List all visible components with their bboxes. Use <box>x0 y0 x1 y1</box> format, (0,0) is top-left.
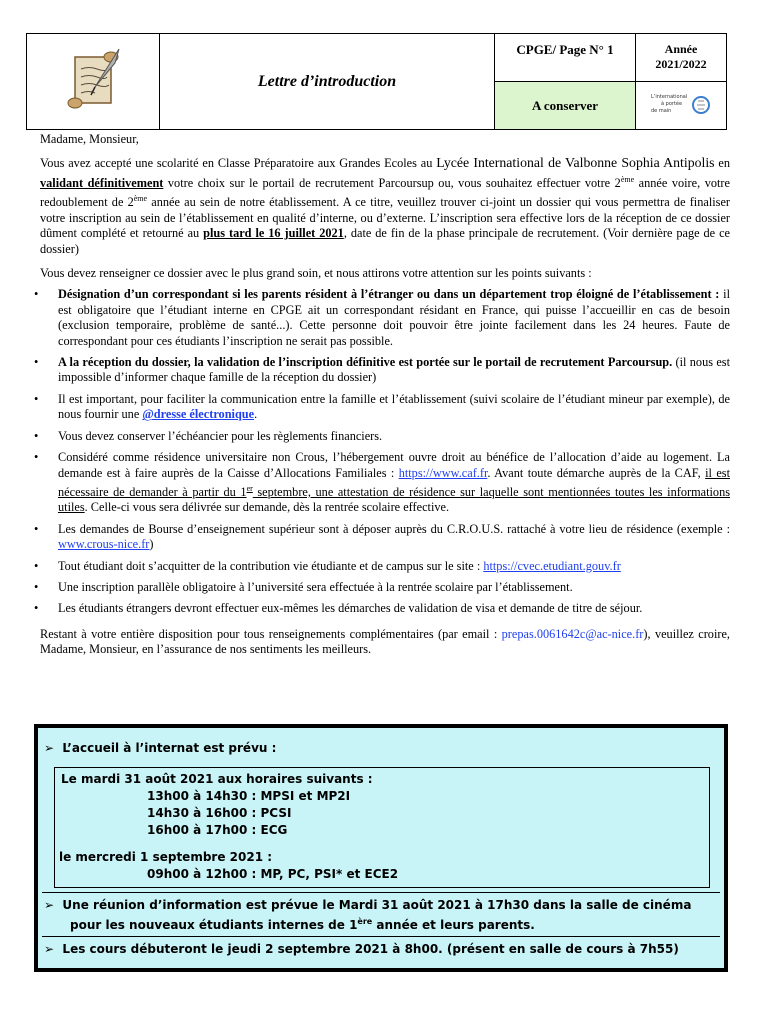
list-item <box>34 601 730 616</box>
bullet-icon: • <box>34 287 39 302</box>
bullet-icon: • <box>34 558 39 573</box>
annee-label: Année <box>664 42 698 56</box>
bullet-icon: • <box>34 580 39 595</box>
international-logo <box>651 91 711 121</box>
list-item <box>34 391 730 423</box>
arrow-icon: ➢ <box>44 741 55 755</box>
bullet-text: . Celle-ci vous sera délivrée sur demande, dès la rentrée scolaire effective. <box>84 500 450 515</box>
instructions: Vous devez renseigner ce dossier avec le plus grand soin, et nous attirons votre attention sur les points suivants : <box>40 266 592 281</box>
annee-value: 2021/2022 <box>655 57 707 71</box>
schedule-slot: 13h00 à 14h30 : MPSI et MP2I <box>147 789 351 803</box>
bullet-text: . Avant toute démarche auprès de la CAF, <box>487 465 706 480</box>
list-item <box>34 428 730 444</box>
mercredi-line: le mercredi 1 septembre 2021 : <box>59 850 273 864</box>
superscript: ème <box>620 174 635 184</box>
circle-logo-icon <box>691 93 711 117</box>
list-item <box>34 558 730 574</box>
bullet-text: Vous devez conserver l’échéancier pour les règlements financiers. <box>58 428 383 443</box>
intro-text: votre choix sur le portail de recrutement Parcoursup ou, vous souhaitez effectuer votre 2 <box>163 175 621 190</box>
schedule-slot: 14h30 à 16h00 : PCSI <box>147 806 292 820</box>
closing-paragraph <box>40 627 730 658</box>
bullet-text: Les demandes de Bourse d’enseignement supérieur sont à déposer auprès du C.R.O.U.S. rattaché à votre lieu de résidence (exemple : <box>58 521 730 536</box>
bullet-text: . <box>254 407 258 422</box>
validant-definitivement: validant définitivement <box>40 175 164 190</box>
accueil-heading: L’accueil à l’internat est prévu : <box>62 741 277 755</box>
accueil-line <box>44 741 276 755</box>
bullet-text: Une inscription parallèle obligatoire à l’université sera effectuée à la rentrée scolaire par l’établissement. <box>58 580 573 595</box>
cours-text: Les cours débuteront le jeudi 2 septembre 2021 à 8h00. (présent en salle de cours à 7h55) <box>62 942 679 956</box>
reunion-line <box>44 898 691 912</box>
bullet-underlined: il est nécessaire de demander à partir du 1 <box>58 465 730 499</box>
bullet-icon: • <box>34 428 39 443</box>
internat-info-box <box>34 724 728 972</box>
closing-text: Restant à votre entière disposition pour tous renseignements complémentaires (par email : <box>40 626 502 641</box>
superscript: ère <box>357 917 373 926</box>
header-table <box>26 33 727 130</box>
logo-line-1: L’international <box>651 93 688 100</box>
intro-text: année au sein de notre établissement. A ce titre, veuillez trouver ci-joint un dossier qui vous permettra de finaliser votre inscription au sein de l’établissement en qualité d’interne, ou d’externe. L’inscription sera effective lors de la réception de ce dossier dûment complété et retourné au <box>40 195 731 241</box>
closing-text: ), veuillez croire, Madame, Monsieur, en l’assurance de nos sentiments les meilleurs. <box>40 626 731 657</box>
a-conserver-label: A conserver <box>495 82 636 130</box>
scroll-quill-icon <box>61 43 125 115</box>
bullet-text: Les étudiants étrangers devront effectuer eux-mêmes les démarches de validation de visa et demande de titre de séjour. <box>58 601 643 616</box>
mardi-line: Le mardi 31 août 2021 aux horaires suivants : <box>61 772 373 786</box>
bullet-icon: • <box>34 601 39 616</box>
intro-text: en <box>714 156 730 171</box>
bullet-text: Considéré comme résidence universitaire non Crous, l’hébergement ouvre droit au bénéfice de l’allocation d’aide au logement. La demande est à faire auprès de la Caisse d’Allocations Familiales : <box>58 450 730 480</box>
bullet-underlined: septembre, une attestation de résidence sur laquelle sont mentionnées toutes les informations utiles <box>58 485 731 515</box>
bullet-bold: Désignation d’un correspondant si les parents résident à l’étranger ou dans un département trop éloigné de l’établissement : <box>58 287 720 302</box>
letter-body <box>34 132 731 658</box>
arrow-icon: ➢ <box>44 898 55 912</box>
cours-line <box>44 942 679 956</box>
crous-link[interactable]: www.crous-nice.fr <box>58 537 150 552</box>
deadline-date: plus tard le 16 juillet 2021 <box>203 226 344 241</box>
reunion-text: Une réunion d’information est prévue le Mardi 31 août 2021 à 17h30 dans la salle de cinéma <box>62 898 692 912</box>
schedule-slot: 16h00 à 17h00 : ECG <box>147 823 288 837</box>
intro-paragraph <box>40 155 730 257</box>
arrow-icon: ➢ <box>44 942 55 956</box>
schedule-slot: 09h00 à 12h00 : MP, PC, PSI* et ECE2 <box>147 867 399 881</box>
annee-cell <box>636 34 727 82</box>
logo-line-3: de main <box>651 107 672 114</box>
bullet-text: ) <box>149 537 154 552</box>
caf-link[interactable]: https://www.caf.fr <box>398 465 488 480</box>
bullet-icon: • <box>34 391 39 406</box>
salutation: Madame, Monsieur, <box>40 132 139 146</box>
bullet-icon: • <box>34 521 39 536</box>
intro-text: Vous avez accepté une scolarité en Classe Préparatoire aux Grandes Ecoles au <box>40 156 437 171</box>
reunion-text: pour les nouveaux étudiants internes de 1 <box>70 918 358 932</box>
bullet-text: il est obligatoire que l’étudiant interne en CPGE ait un correspondant résidant en France, qui puisse l’accueillir en cas de besoin (exclusion temporaire, problème de santé...). Cette personne doit pouvoir être jointe facilement dans les 24 heures. Faute de correspondant pour ces étudiants l’inscription ne serait pas possible. <box>58 287 730 348</box>
points-list <box>34 287 731 616</box>
separator-line <box>42 892 720 893</box>
logo-cell <box>27 34 160 130</box>
bullet-text: Il est important, pour faciliter la communication entre la famille et l’établissement (suivi scolaire de l’étudiant mineur par exemple), de nous fournir une <box>58 391 730 422</box>
schedule-box <box>54 767 710 888</box>
email-address-link[interactable]: @dresse électronique <box>142 407 255 422</box>
page-number-label: CPGE/ Page N° 1 <box>495 34 636 82</box>
list-item <box>34 287 730 349</box>
list-item <box>34 521 730 553</box>
cvec-link[interactable]: https://cvec.etudiant.gouv.fr <box>483 558 621 573</box>
document-title: Lettre d’introduction <box>160 34 495 130</box>
list-item <box>34 355 730 386</box>
list-item <box>34 450 731 516</box>
superscript: ème <box>133 194 148 204</box>
list-item <box>34 580 730 595</box>
bullet-bold: A la réception du dossier, la validation de l’inscription définitive est portée sur le portail de recrutement Parcoursup. <box>58 355 673 370</box>
school-name: Lycée International de Valbonne Sophia Antipolis <box>436 155 715 171</box>
intro-text: année voire, votre redoublement de 2 <box>40 175 730 210</box>
institution-logo-cell <box>636 82 727 130</box>
superscript: er <box>246 483 253 493</box>
bullet-icon: • <box>34 355 39 370</box>
intro-text: , date de fin de la phase principale de recrutement. (Voir dernière page de ce dossier) <box>40 226 730 256</box>
reunion-text: année et leurs parents. <box>372 918 535 932</box>
separator-line <box>42 936 720 937</box>
contact-email-link[interactable]: prepas.0061642c@ac-nice.fr <box>501 626 644 641</box>
bullet-icon: • <box>34 450 39 465</box>
bullet-text: (il nous est impossible d’informer chaque famille de la réception du dossier) <box>58 355 730 385</box>
logo-line-2: à portée <box>661 100 683 107</box>
bullet-text: Tout étudiant doit s’acquitter de la contribution vie étudiante et de campus sur le site : <box>58 558 484 573</box>
reunion-line-2 <box>70 917 535 932</box>
